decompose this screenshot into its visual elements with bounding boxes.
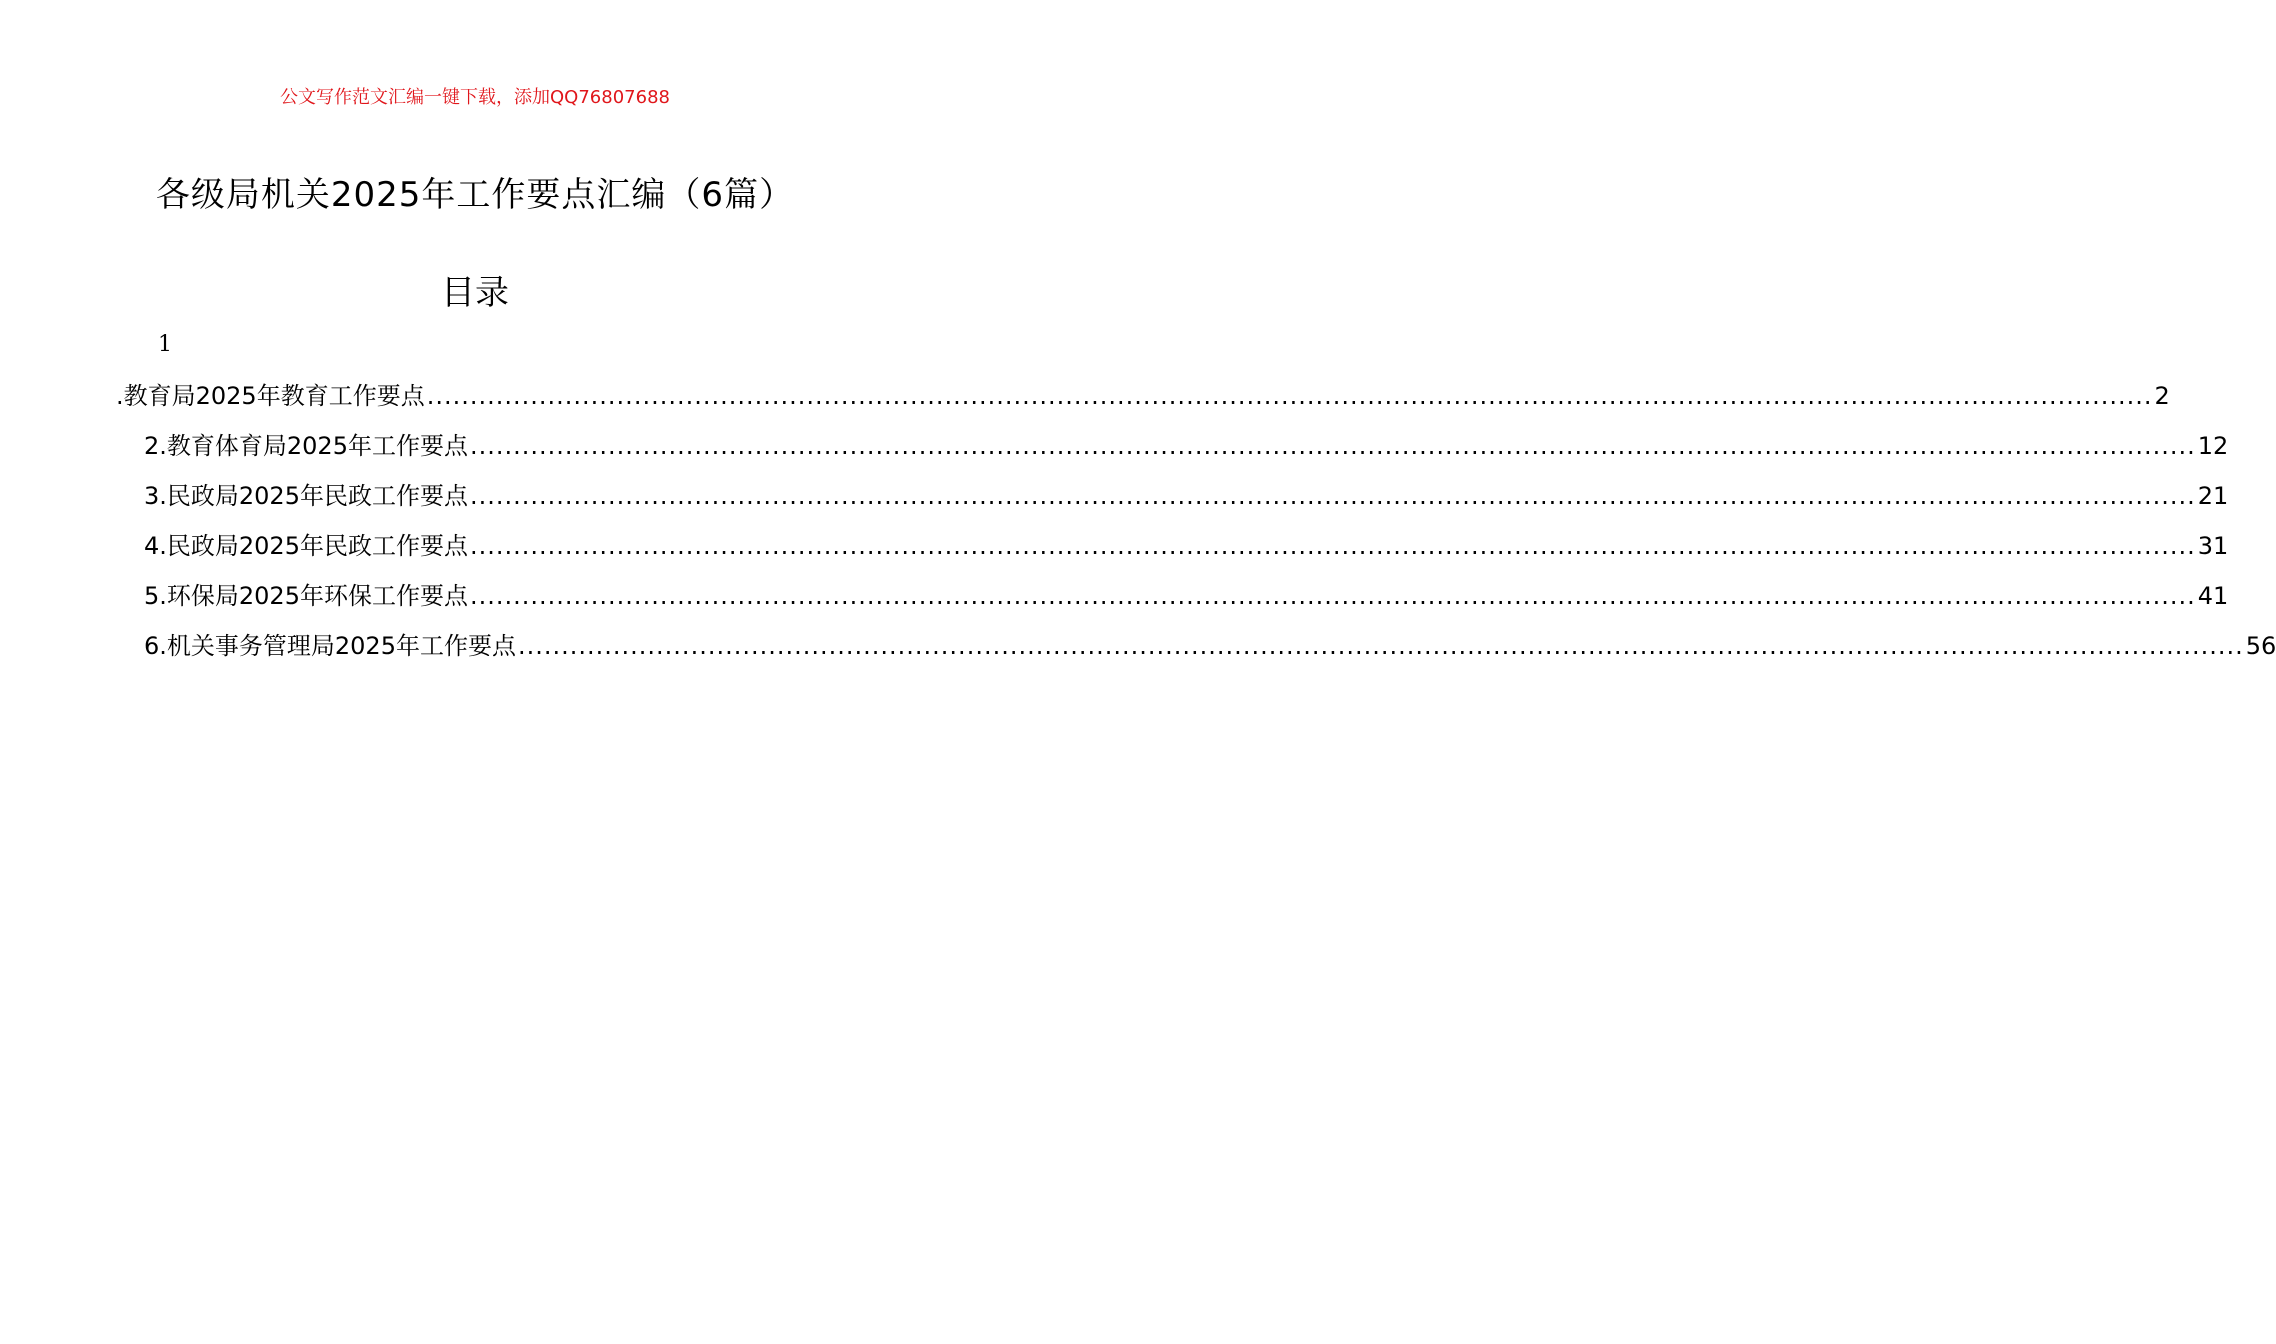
toc-entry[interactable] bbox=[144, 626, 2276, 676]
toc-dot-leader: ........................................................................................................................................................................................................ bbox=[469, 432, 2196, 460]
toc-entry-title: 4.民政局2025年民政工作要点 bbox=[144, 532, 468, 560]
download-notice: 公文写作范文汇编一键下载，添加QQ76807688 bbox=[280, 87, 670, 108]
toc-entry-title: 5.环保局2025年环保工作要点 bbox=[144, 582, 468, 610]
toc-entry-page: 56 bbox=[2245, 632, 2276, 660]
toc-entry-title: 6.机关事务管理局2025年工作要点 bbox=[144, 632, 516, 660]
toc-heading: 目录 bbox=[441, 273, 509, 313]
toc-entry-page: 31 bbox=[2197, 532, 2229, 560]
toc-entry-title: .教育局2025年教育工作要点 bbox=[116, 382, 425, 410]
toc-entry-title: 3.民政局2025年民政工作要点 bbox=[144, 482, 468, 510]
table-of-contents bbox=[116, 376, 2276, 676]
toc-entry[interactable] bbox=[144, 576, 2229, 626]
toc-entry-page: 41 bbox=[2197, 582, 2229, 610]
toc-dot-leader: ........................................................................................................................................................................................................ bbox=[469, 482, 2196, 510]
toc-entry[interactable] bbox=[144, 526, 2229, 576]
toc-entry[interactable] bbox=[116, 376, 2170, 426]
toc-dot-leader: ........................................................................................................................................................................................................ bbox=[517, 632, 2244, 660]
toc-entry[interactable] bbox=[144, 476, 2229, 526]
stray-list-number: 1 bbox=[158, 332, 172, 357]
document-title: 各级局机关2025年工作要点汇编（6篇） bbox=[155, 175, 795, 215]
toc-entry[interactable] bbox=[144, 426, 2229, 476]
toc-entry-page: 21 bbox=[2197, 482, 2229, 510]
toc-entry-page: 12 bbox=[2197, 432, 2229, 460]
toc-dot-leader: ........................................................................................................................................................................................................ bbox=[469, 582, 2196, 610]
toc-dot-leader: ........................................................................................................................................................................................................ bbox=[426, 382, 2153, 410]
toc-dot-leader: ........................................................................................................................................................................................................ bbox=[469, 532, 2196, 560]
toc-entry-page: 2 bbox=[2154, 382, 2170, 410]
toc-entry-title: 2.教育体育局2025年工作要点 bbox=[144, 432, 468, 460]
